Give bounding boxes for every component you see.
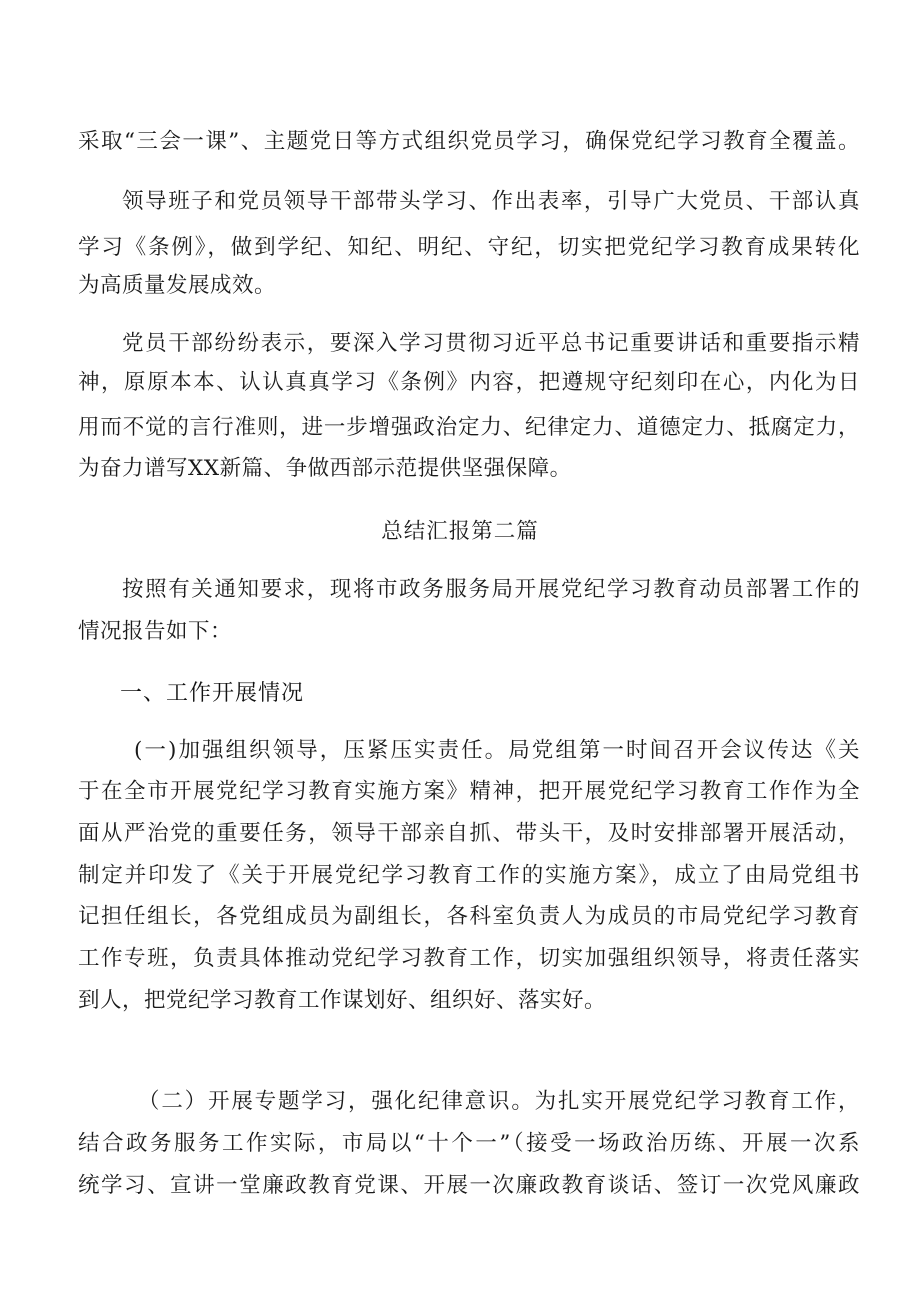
paragraph-line: 按照有关通知要求，现将市政务服务局开展党纪学习教育动员部署工作的	[122, 577, 860, 602]
paragraph-line: 党员干部纷纷表示，要深入学习贯彻习近平总书记重要讲话和重要指示精	[122, 331, 860, 356]
paragraph-line: 统学习、宣讲一堂廉政教育党课、开展一次廉政教育谈话、签订一次党风廉政	[78, 1173, 860, 1198]
paragraph-line: 面从严治党的重要任务，领导干部亲自抓、带头干，及时安排部署开展活动，	[78, 821, 860, 846]
paragraph-line: （二）开展专题学习，强化纪律意识。为扎实开展党纪学习教育工作，	[138, 1089, 860, 1114]
paragraph-line: 记担任组长，各党组成员为副组长，各科室负责人为成员的市局党纪学习教育	[78, 904, 860, 929]
paragraph-line: 采取“三会一课”、主题党日等方式组织党员学习，确保党纪学习教育全覆盖。	[78, 129, 860, 154]
paragraph-line: 制定并印发了《关于开展党纪学习教育工作的实施方案》，成立了由局党组书	[78, 863, 860, 888]
paragraph-line: 神，原原本本、认认真真学习《条例》内容，把遵规守纪刻印在心，内化为日	[78, 370, 860, 395]
paragraph-line: 结合政务服务工作实际，市局以“十个一”（接受一场政治历练、开展一次系	[78, 1131, 860, 1156]
paragraph-line: 到人，把党纪学习教育工作谋划好、组织好、落实好。	[78, 988, 607, 1013]
paragraph-line: 为高质量发展成效。	[78, 273, 277, 298]
paragraph-line: 为奋力谱写XX新篇、争做西部示范提供坚强保障。	[78, 456, 572, 481]
section-title: 总结汇报第二篇	[381, 519, 539, 544]
paragraph-line: 于在全市开展党纪学习教育实施方案》精神，把开展党纪学习教育工作作为全	[78, 779, 860, 804]
paragraph-line: 学习《条例》，做到学纪、知纪、明纪、守纪，切实把党纪学习教育成果转化	[78, 235, 860, 260]
paragraph-line: 用而不觉的言行准则，进一步增强政治定力、纪律定力、道德定力、抵腐定力，	[78, 415, 860, 440]
paragraph-line: 情况报告如下：	[78, 619, 233, 644]
paragraph-line: 领导班子和党员领导干部带头学习、作出表率，引导广大党员、干部认真	[122, 189, 860, 214]
paragraph-line: (一)加强组织领导，压紧压实责任。局党组第一时间召开会议传达《关	[134, 738, 860, 763]
section-heading: 一、工作开展情况	[120, 681, 305, 706]
paragraph-line: 工作专班，负责具体推动党纪学习教育工作，切实加强组织领导，将责任落实	[78, 946, 860, 971]
